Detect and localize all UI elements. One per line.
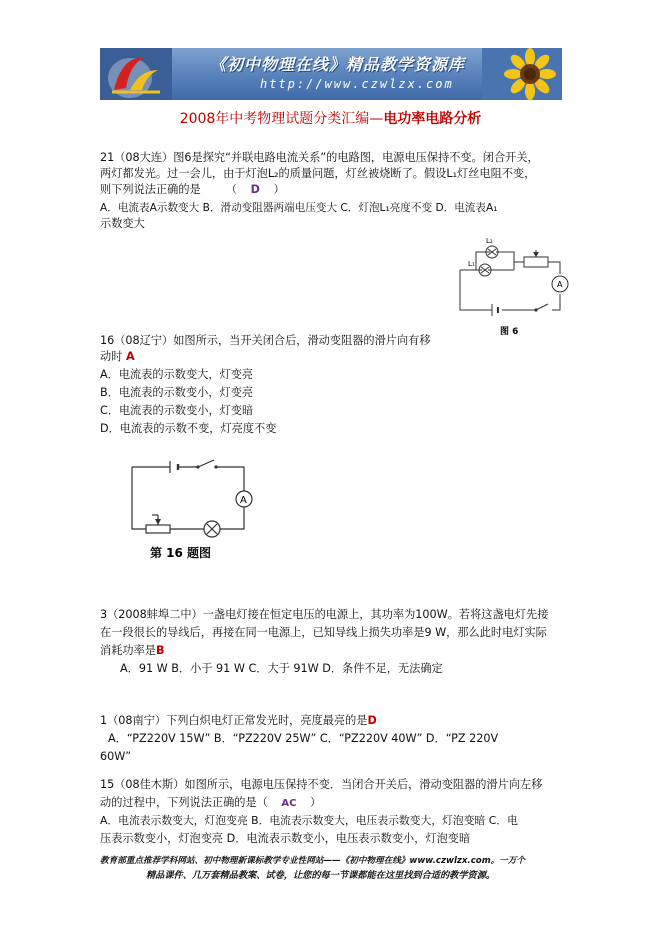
fig16-caption: 第 16 题图: [150, 546, 212, 560]
site-banner: [100, 48, 562, 100]
q3-line1: 3（2008蚌埠二中）一盏电灯接在恒定电压的电源上，其功率为100W。若将这盏电灯先接: [100, 608, 549, 621]
figure-16-circuit: [122, 453, 272, 563]
q1-answer: D: [367, 714, 377, 727]
q1-stem: 1（08南宁）下列白炽电灯正常发光时，亮度最亮的是: [100, 714, 368, 727]
q1-options: A．“PZ220V 15W” B．“PZ220V 25W” C．“PZ220V 40W” D．“PZ 220V: [108, 732, 499, 745]
q21-stem-end: 则下列说法正确的是: [100, 183, 201, 196]
q15-stem-end: 动的过程中，下列说法正确的是（: [100, 796, 268, 809]
fig6-label-ammeter: A: [557, 280, 563, 289]
q21-line3: [100, 182, 285, 198]
q15-paren-close: ）: [310, 796, 322, 809]
fig6-label-l2: L₂: [486, 237, 493, 245]
q3-line3: [100, 643, 164, 659]
q16-line2: [100, 349, 135, 365]
q16-stem-end: 动时: [100, 350, 123, 363]
q16-line1: 16（08辽宁）如图所示，当开关闭合后，滑动变阻器的滑片向有移: [100, 334, 431, 347]
q3-line2: 在一段很长的导线后，再接在同一电源上，已知导线上损失功率是9 W，那么此时电灯实际: [100, 626, 547, 639]
q3-stem-end: 消耗功率是: [100, 644, 156, 657]
q21-options: A．电流表A示数变大 B．滑动变阻器两端电压变大 C．灯泡L₁亮度不变 D．电流表A₁: [100, 202, 498, 214]
q15-line2: [100, 795, 321, 812]
q21-paren-close: ）: [273, 183, 285, 196]
q16-answer: A: [125, 350, 135, 363]
q21-line2: 两灯都发光。过一会儿，由于灯泡L₂的质量问题，灯丝被烧断了。假设L₁灯丝电阻不变，: [100, 167, 536, 180]
q16-option-a: A．电流表的示数变大，灯变亮: [100, 368, 254, 381]
q15-options: A．电流表示数变大，灯泡变亮 B．电流表示数变大，电压表示数变大，灯泡变暗 C．电: [100, 814, 518, 827]
q3-answer: B: [155, 644, 165, 657]
q16-option-b: B．电流表的示数变小，灯变亮: [100, 386, 254, 399]
banner-title: 《初中物理在线》精品教学资源库: [210, 55, 466, 74]
sunflower-image: [482, 48, 562, 100]
fig6-caption: 图 6: [500, 327, 519, 337]
footer-line1: 教育部重点推荐学科网站、初中物理新课标教学专业性网站——《初中物理在线》www.czwlzx.com。一万个: [100, 856, 526, 866]
q16-option-c: C．电流表的示数变小，灯变暗: [100, 404, 254, 417]
footer-line2: 精品课件、几万套精品教案、试卷，让您的每一节课都能在这里找到合适的教学资源。: [146, 870, 496, 881]
q16-option-d: D．电流表的示数不变，灯亮度不变: [100, 422, 277, 435]
title-topic: 电功率电路分析: [383, 111, 482, 127]
q21-answer: D: [250, 183, 260, 196]
q1-line1: [100, 713, 377, 729]
q3-options: A．91 W B．小于 91 W C．大于 91W D．条件不足，无法确定: [120, 662, 443, 675]
fig16-label-ammeter: A: [240, 495, 247, 506]
banner-url[interactable]: http://www.czwlzx.com: [260, 77, 454, 91]
q1-options-cont: 60W”: [100, 750, 132, 763]
q21-line1: 21（08大连）图6是探究“并联电路电流关系”的电路图，电源电压保持不变。闭合开关，: [100, 151, 539, 164]
q21-options-cont: 示数变大: [100, 217, 145, 230]
title-prefix: 2008年中考物理试题分类汇编—: [179, 111, 384, 127]
fig6-label-l1: L₁: [468, 260, 475, 268]
page-title: [0, 108, 661, 128]
q15-line1: 15（08佳木斯）如图所示，电源电压保持不变．当闭合开关后，滑动变阻器的滑片向左移: [100, 778, 543, 791]
q15-answer: AC: [281, 798, 297, 809]
site-logo: [100, 48, 172, 100]
q15-options-cont: 压表示数变小，灯泡变亮 D．电流表示数变小，电压表示数变小，灯泡变暗: [100, 832, 471, 845]
figure-6-circuit: [452, 232, 572, 342]
q21-paren-open: （: [225, 183, 238, 196]
